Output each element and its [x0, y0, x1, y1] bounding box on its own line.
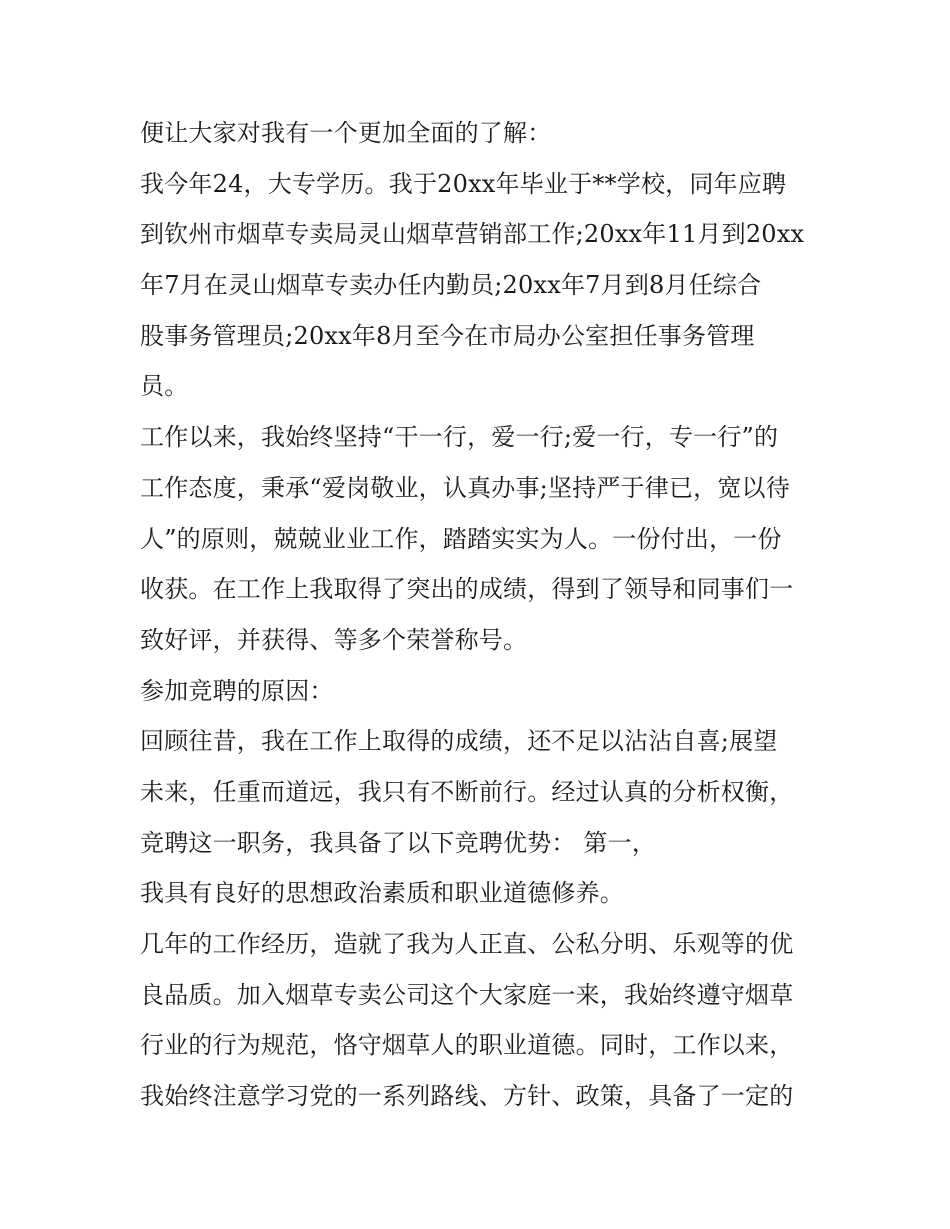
- text-line: 几年的工作经历，造就了我为人正直、公私分明、乐观等的优: [140, 930, 794, 958]
- text-line: 到钦州市烟草专卖局灵山烟草营销部工作;20xx年11月到20xx: [140, 220, 805, 249]
- text-line: 股事务管理员;20xx年8月至今在市局办公室担任事务管理: [140, 321, 755, 350]
- text-line: 年7月在灵山烟草专卖办任内勤员;20xx年7月到8月任综合: [140, 271, 762, 300]
- text-line: 我今年24，大专学历。我于20xx年毕业于**学校，同年应聘: [140, 169, 787, 198]
- text-line: 我具有良好的思想政治素质和职业道德修养。: [140, 879, 624, 908]
- document-body: [140, 108, 830, 1122]
- text-line: 致好评，并获得、等多个荣誉称号。: [140, 625, 528, 654]
- text-line: 收获。在工作上我取得了突出的成绩，得到了领导和同事们一: [140, 575, 794, 604]
- text-line: 回顾往昔，我在工作上取得的成绩，还不足以沾沾自喜;展望: [140, 727, 778, 756]
- text-line: 行业的行为规范，恪守烟草人的职业道德。同时，工作以来，: [140, 1031, 794, 1060]
- text-line: 人”的原则，兢兢业业工作，踏踏实实为人。一份付出，一份: [140, 524, 782, 553]
- text-line: 参加竞聘的原因：: [140, 676, 334, 705]
- text-line: 员。: [140, 372, 189, 401]
- text-line: 工作态度，秉承“爱岗敬业，认真办事;坚持严于律已，宽以待: [140, 473, 790, 502]
- text-line: 未来，任重而道远，我只有不断前行。经过认真的分析权衡，: [140, 777, 794, 806]
- text-line: 工作以来，我始终坚持“干一行，爱一行;爱一行，专一行”的: [140, 423, 779, 452]
- text-line: 良品质。加入烟草专卖公司这个大家庭一来，我始终遵守烟草: [140, 980, 794, 1009]
- text-line: 竞聘这一职务，我具备了以下竞聘优势： 第一，: [140, 828, 657, 857]
- text-line: 便让大家对我有一个更加全面的了解：: [140, 119, 552, 147]
- text-line: 我始终注意学习党的一系列路线、方针、政策，具备了一定的: [140, 1082, 794, 1111]
